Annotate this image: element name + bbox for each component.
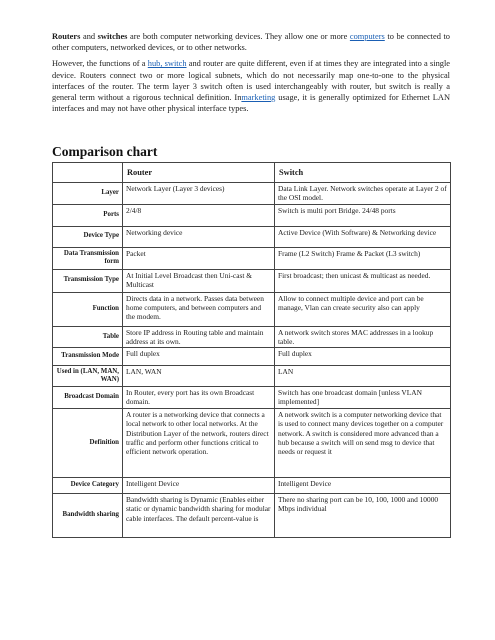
switch-cell: LAN [275,366,451,387]
table-row [53,226,451,247]
header-cell-switch: Switch [275,163,451,183]
switch-cell: Allow to connect multiple device and port can be manage, Vlan can create security also can apply [275,292,451,326]
term-routers: Routers [52,32,81,41]
intro-text-span: However, the functions of a [52,59,148,69]
switch-cell: Data Link Layer. Network switches operate at Layer 2 of the OSI model. [275,183,451,205]
switch-cell: Active Device (With Software) & Networking device [275,226,451,247]
table-row [53,366,451,387]
table-row [53,292,451,326]
switch-cell: Switch has one broadcast domain [unless VLAN implemented] [275,387,451,409]
switch-cell: Frame (L2 Switch) Frame & Packet (L3 switch) [275,247,451,269]
intro-paragraph-2 [52,58,450,114]
table-row [53,326,451,348]
marketing-link[interactable]: marketing [241,93,276,103]
table-row [53,494,451,538]
table-row [53,409,451,478]
switch-cell: A network switch stores MAC addresses in a lookup table. [275,326,451,348]
header-cell-label [53,163,123,183]
row-label-cell: Function [53,292,123,326]
table-row [53,183,451,205]
table-header-row [53,163,451,183]
router-cell: Directs data in a network. Passes data between home computers, and between computers and the modem. [123,292,275,326]
row-label-cell: Table [53,326,123,348]
switch-cell: There no sharing port can be 10, 100, 1000 and 10000 Mbps individual [275,494,451,538]
row-label-cell: Device Category [53,478,123,494]
computers-link[interactable]: computers [349,32,385,41]
intro-paragraph-1 [52,31,450,53]
row-label-cell: Data Transmission form [53,247,123,269]
header-cell-router: Router [123,163,275,183]
router-cell: 2/4/8 [123,204,275,226]
row-label-cell: Used in (LAN, MAN, WAN) [53,366,123,387]
switch-cell: Intelligent Device [275,478,451,494]
switch-cell: First broadcast; then unicast & multicast as needed. [275,269,451,292]
table-row [53,348,451,366]
switch-cell: Full duplex [275,348,451,366]
router-cell: Full duplex [123,348,275,366]
row-label-cell: Broadcast Domain [53,387,123,409]
router-cell: A router is a networking device that connects a local network to other local networks. At the Distribution Layer of the network, routers direct traffic and perform other functions critical to efficient network operation. [123,409,275,478]
row-label-cell: Ports [53,204,123,226]
row-label-cell: Transmission Mode [53,348,123,366]
table-row [53,478,451,494]
router-cell: Packet [123,247,275,269]
row-label-cell: Device Type [53,226,123,247]
intro-text-span: are both computer networking devices. They allow one or more [127,32,350,41]
table-row [53,387,451,409]
router-cell: LAN, WAN [123,366,275,387]
switch-cell: Switch is multi port Bridge. 24/48 ports [275,204,451,226]
row-label-cell: Layer [53,183,123,205]
router-cell: Networking device [123,226,275,247]
intro-text [52,31,450,119]
comparison-table [52,162,451,538]
intro-text-span: and router are quite different, even if at times they are integrated into a single device. Routers connect two or more logical subnets, which do not necessarily map one-to-one to the physical interfaces of the router. The term layer 3 switch often is used interchangeably with router, but switch is really a general term without a rigorous technical definition. In [52,59,450,103]
row-label-cell: Definition [53,409,123,478]
router-cell: In Router, every port has its own Broadcast domain. [123,387,275,409]
intro-text-span: and [80,32,98,41]
router-cell: Store IP address in Routing table and maintain address at its own. [123,326,275,348]
intro-text-span: to be connected to other computers, networked devices, or to other networks. [52,32,450,53]
row-label-cell: Bandwidth sharing [53,494,123,538]
table-row [53,247,451,269]
term-switches: switches [97,32,128,41]
row-label-cell: Transmission Type [53,269,123,292]
section-heading: Comparison chart [52,144,158,159]
intro-text-span: usage, it is generally optimized for Ethernet LAN interfaces and may not have other physical interface types. [52,93,450,114]
table-row [53,204,451,226]
router-cell: At Initial Level Broadcast then Uni-cast & Multicast [123,269,275,292]
table-row [53,269,451,292]
router-cell: Bandwidth sharing is Dynamic (Enables either static or dynamic bandwidth sharing for modular cable interfaces. The default percent-value is [123,494,275,538]
router-cell: Network Layer (Layer 3 devices) [123,183,275,205]
router-cell: Intelligent Device [123,478,275,494]
hub-switch-link[interactable]: hub, switch [147,59,187,69]
switch-cell: A network switch is a computer networking device that is used to connect many devices together on a computer network. A switch is considered more advanced than a hub because a switch will on send msg to device that needs or request it [275,409,451,478]
